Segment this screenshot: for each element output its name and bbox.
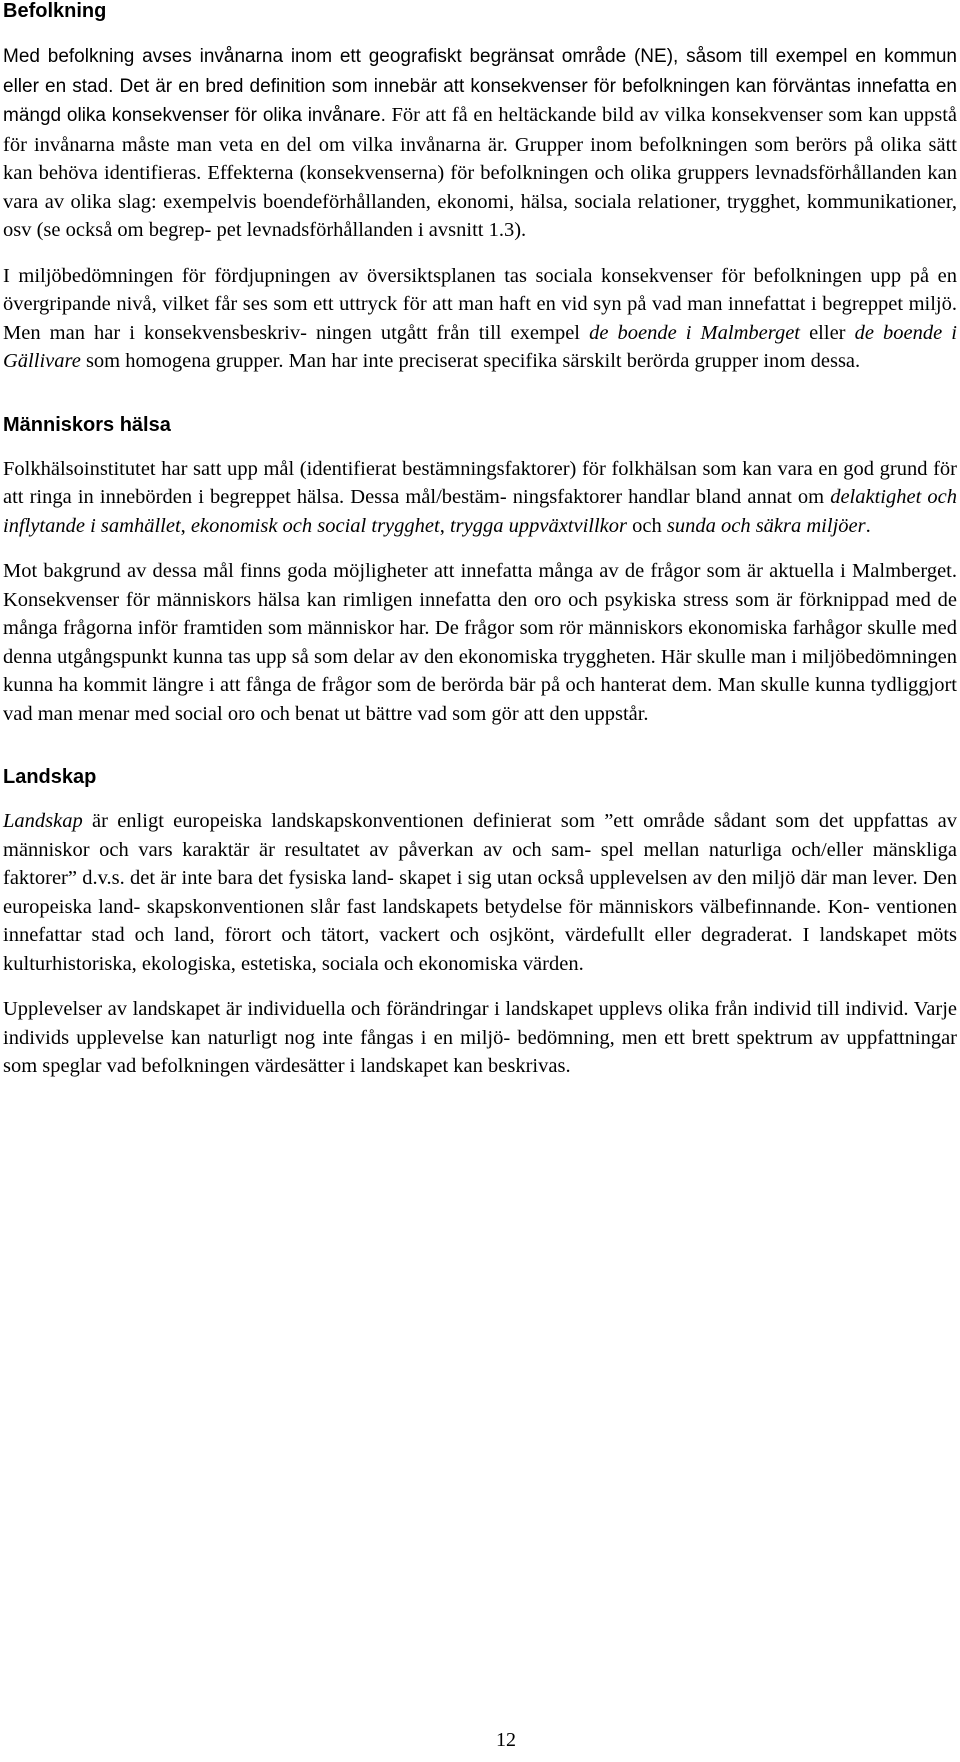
page-content (3, 0, 957, 1081)
paragraph-halsa-1 (3, 455, 957, 541)
paragraph-landskap-1 (3, 807, 957, 978)
section-heading-befolkning: Befolkning (3, 0, 107, 22)
paragraph-befolkning-1-intro: Med befolkning avses invånarna inom ett geografiskt begränsat område (NE), såsom till exempel en kommun eller en stad. Det är en bred definition som innebär att konsekvenser för befolkningen kan förväntas innefatta en mängd olika konsekvenser för olika invånare. (3, 46, 957, 126)
page-number: 12 (496, 1729, 516, 1751)
text-run: , (180, 514, 191, 537)
section-heading-landskap: Landskap (3, 766, 97, 788)
italic-run: Landskap (3, 810, 83, 832)
paragraph-halsa-2: Mot bakgrund av dessa mål finns goda möjligheter att innefatta många av de frågor som är aktuella i Malmberget. Konsekvenser för människors hälsa kan rimligen innefatta den oro och psykiska stress som är förknippad med de många frågorna inför framtiden som människor har. De frågor som rör människors ekonomiska farhågor skulle med denna utgångspunkt kunna tas upp så som delar av den ekonomiska tryggheten. Här skulle man i miljöbedömningen kunna ha kommit längre i att fånga de frågor som de berörda bär på och hanterat dem. Man skulle kunna tydliggjort vad man menar med social oro och benat ut bättre vad som gör att den uppstår. (3, 560, 957, 725)
text-run: eller (800, 321, 855, 344)
italic-run: delaktighet och inflytande i samhället (3, 486, 957, 537)
italic-run: ekonomisk och social trygghet (190, 514, 440, 537)
text-run: som homogena grupper. Man har inte preciserat specifika särskilt berörda grupper inom dessa. (80, 350, 861, 372)
section-befolkning (3, 0, 957, 376)
italic-run: de boende i Gällivare (3, 321, 957, 372)
section-halsa (3, 414, 957, 729)
text-run: . (865, 514, 871, 537)
paragraph-landskap-2: Upplevelser av landskapet är individuella och förändringar i landskapet upplevs olika från individ till individ. Varje individs upplevelse kan naturligt nog inte fångas i en miljö- bedömning, men ett brett spektrum av uppfattningar som speglar vad befolkningen värdesätter i landskapet kan beskrivas. (3, 998, 957, 1077)
paragraph-befolkning-1-body: För att få en heltäckande bild av vilka konsekvenser som kan uppstå för invånarna måste man veta en del om vilka invånarna är. Grupper inom befolkningen som berörs på olika sätt kan behöva identifieras. Effekterna (konsekvenserna) för befolkningen och olika gruppers levnadsförhållanden kan vara av olika slag: exempelvis boendeförhållanden, ekonomi, hälsa, sociala relationer, trygghet, kommunikationer, osv (se också om begrep- pet levnadsförhållanden i avsnitt 1.3). (3, 104, 957, 241)
paragraph-befolkning-1 (3, 42, 957, 245)
text-run: Folkhälsoinstitutet har satt upp mål (identifierat bestämningsfaktorer) för folkhälsan som kan vara en god grund för att ringa in innebörden i begreppet hälsa. Dessa mål/bestäm- ningsfaktorer handlar bland annat om (3, 457, 957, 508)
italic-run: sunda och säkra miljöer (666, 514, 866, 537)
section-heading-halsa: Människors hälsa (3, 413, 171, 436)
text-run: I miljöbedömningen för fördjupningen av översiktsplanen tas sociala konsekvenser för befolkningen upp på en övergripande nivå, vilket får ses som ett uttryck för att man haft en vid syn på vad man innefattat i begreppet miljö. Men man har i konsekvensbeskriv- ningen utgått från till exempel (3, 264, 957, 344)
section-landskap (3, 766, 957, 1081)
text-run: och (627, 514, 667, 537)
text-run: är enligt europeiska landskapskonventionen definierat som ”ett område sådant som det uppfattas av människor och vars karaktär är resultatet av påverkan av och sam- spel mellan naturliga och/eller mänskliga faktorer” d.v.s. det är inte bara det fysiska land- skapet i sig utan också upplevelsen av den miljö där man lever. Den europeiska land- skapskonventionen slår fast landskapets betydelse för människors välbefinnande. Kon- ventionen innefattar stad och land, förort och tätort, vackert och osjkönt, värdefullt eller degraderat. I landskapet möts kulturhistoriska, ekologiska, estetiska, sociala och ekonomiska värden. (3, 810, 957, 975)
paragraph-befolkning-2 (3, 262, 957, 376)
italic-run: de boende i Malmberget (589, 321, 800, 344)
italic-run: trygga uppväxtvillkor (449, 514, 628, 537)
text-run: , (439, 514, 450, 537)
